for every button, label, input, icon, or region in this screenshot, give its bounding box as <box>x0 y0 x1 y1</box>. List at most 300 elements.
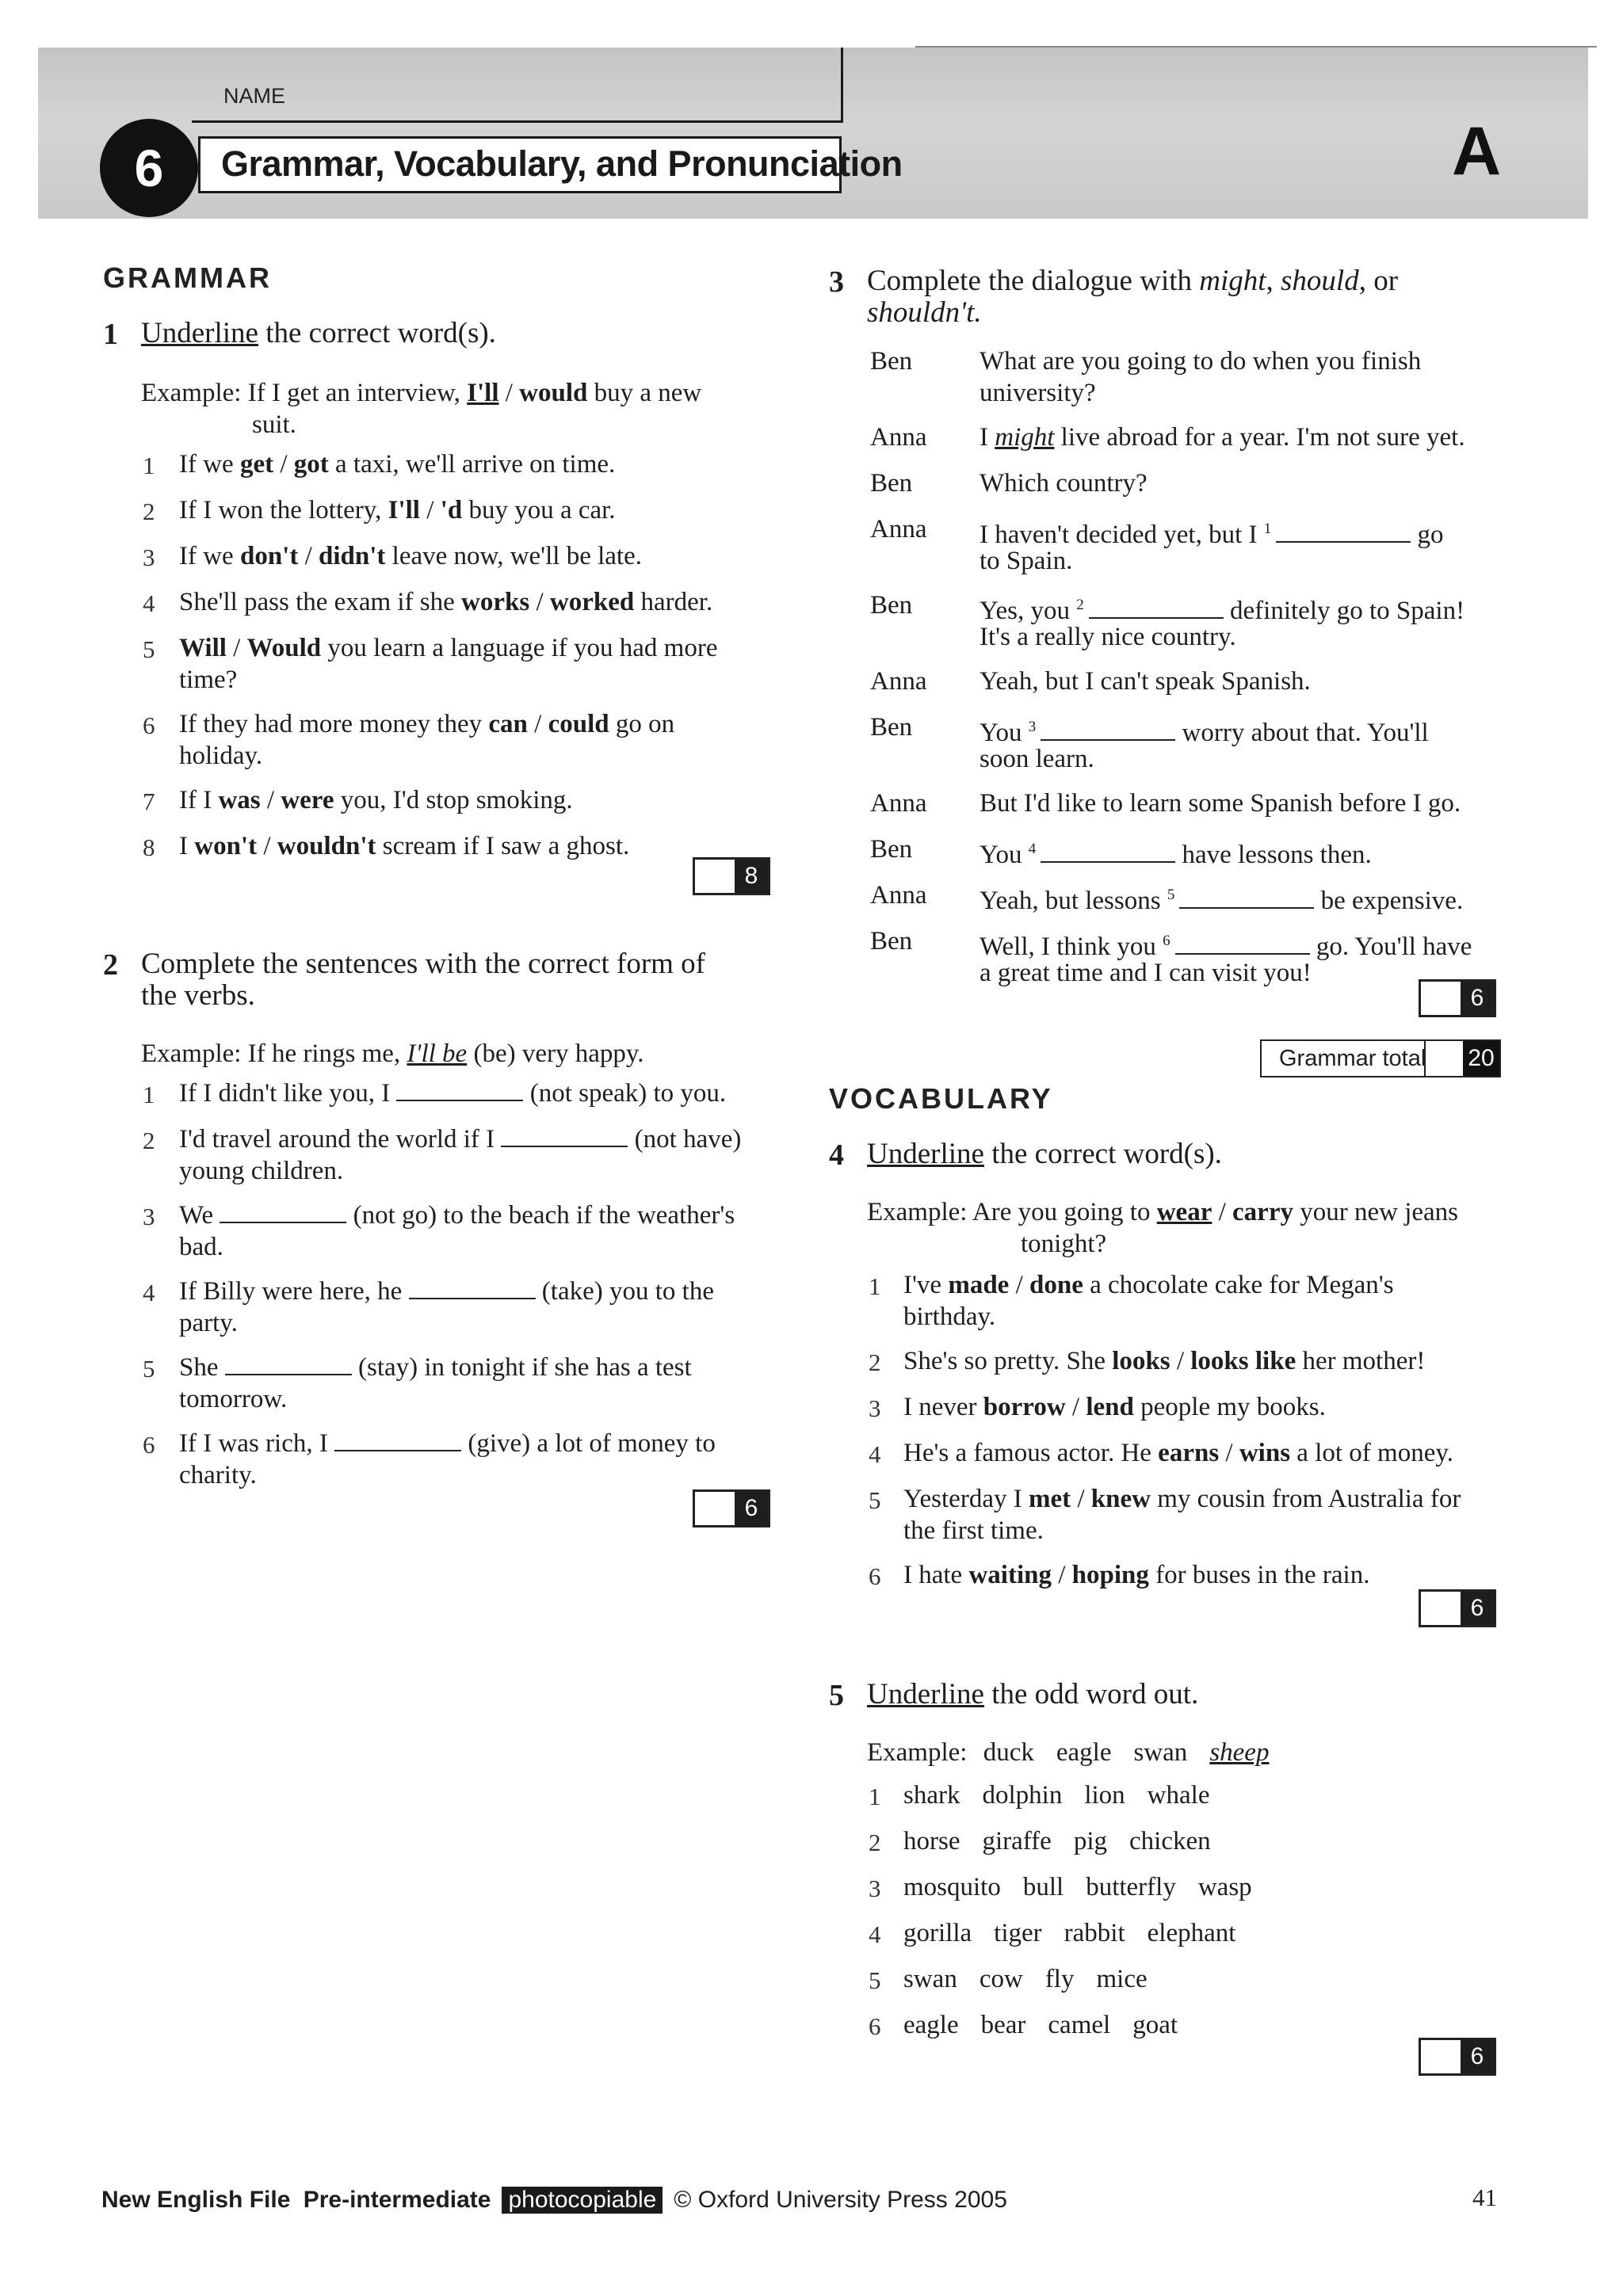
item-number: 8 <box>143 833 155 861</box>
list-item <box>179 708 674 740</box>
item-number: 5 <box>869 1966 881 1994</box>
speaker-name: Anna <box>870 423 927 452</box>
item-text-end: a lot of money. <box>1290 1439 1453 1467</box>
option-separator: / <box>1071 1485 1091 1513</box>
footer <box>101 2187 1007 2214</box>
word-option[interactable]: swan <box>903 1965 957 1993</box>
example-option: carry <box>1232 1198 1293 1226</box>
dialogue-continuation: to Spain. <box>980 547 1073 575</box>
dialogue-continuation: It's a really nice country. <box>980 623 1236 651</box>
item-number: 1 <box>869 1272 881 1300</box>
option-b[interactable]: didn't <box>319 542 386 570</box>
list-item <box>903 1269 1394 1301</box>
list-item <box>903 1437 1453 1469</box>
item-text-end: buy you a car. <box>462 496 616 524</box>
example-answer: sheep <box>1209 1738 1270 1767</box>
option-separator: / <box>1170 1347 1191 1375</box>
item-text-end: a taxi, we'll arrive on time. <box>328 450 616 479</box>
option-b[interactable]: done <box>1029 1271 1083 1299</box>
gap-number: 4 <box>1028 841 1037 857</box>
item-number: 4 <box>143 1279 155 1306</box>
item-text-end: you, I'd stop smoking. <box>334 786 573 814</box>
option-separator: / <box>498 379 520 407</box>
item-text-end: her mother! <box>1296 1347 1426 1375</box>
list-item <box>179 784 573 816</box>
item-number: 3 <box>143 543 155 571</box>
item-continuation: young children. <box>179 1157 344 1185</box>
list-item <box>903 1345 1425 1377</box>
option-a[interactable]: Will <box>179 634 227 662</box>
option-separator: / <box>419 496 441 524</box>
item-text-end: (not go) to the beach if the weather's <box>346 1201 735 1230</box>
speaker-name: Anna <box>870 881 927 910</box>
word-option[interactable]: giraffe <box>982 1827 1052 1855</box>
item-text-end: scream if I saw a ghost. <box>376 832 630 860</box>
instruction-underlined-word: Underline <box>867 1138 984 1170</box>
dialogue-text: Which country? <box>980 469 1148 498</box>
item-text: If I won the lottery, <box>179 496 388 524</box>
option-separator: / <box>1065 1393 1086 1421</box>
option-a[interactable]: made <box>948 1271 1010 1299</box>
score-value: 8 <box>735 860 768 893</box>
instruction-text: the odd word out. <box>983 1678 1199 1711</box>
example-text-end: buy a new <box>587 379 702 407</box>
option-a[interactable]: borrow <box>983 1393 1066 1421</box>
example-label: Example: <box>867 1198 968 1226</box>
item-number: 3 <box>143 1203 155 1230</box>
example-answer: wear <box>1156 1198 1212 1226</box>
question-number: 3 <box>829 265 844 299</box>
option-a[interactable]: met <box>1028 1485 1071 1513</box>
item-number: 5 <box>143 635 155 663</box>
item-text-end: (take) you to the <box>535 1277 714 1306</box>
item-continuation: bad. <box>179 1233 223 1261</box>
example-text: Are you going to <box>972 1198 1157 1226</box>
word-row <box>903 1917 1258 1949</box>
speaker-name: Ben <box>870 835 913 864</box>
question-number: 5 <box>829 1679 844 1712</box>
word-option[interactable]: chicken <box>1129 1827 1211 1855</box>
test-version: A <box>1452 113 1502 189</box>
name-field[interactable] <box>192 48 843 123</box>
dialogue-text: I <box>980 423 995 452</box>
answer-blank[interactable] <box>1041 839 1175 863</box>
dialogue-line <box>980 345 1421 377</box>
option-a[interactable]: looks <box>1112 1347 1170 1375</box>
answer-blank[interactable] <box>396 1077 523 1101</box>
word-option[interactable]: lion <box>1084 1781 1125 1810</box>
grammar-total-value: 20 <box>1463 1041 1499 1076</box>
grammar-total-box <box>1260 1039 1501 1077</box>
grammar-total-score-field[interactable] <box>1424 1041 1464 1076</box>
score-box-q5 <box>1419 2038 1496 2076</box>
item-number: 1 <box>869 1783 881 1810</box>
dialogue-text: Yeah, but I can't speak Spanish. <box>980 667 1311 696</box>
item-text: If we <box>179 450 240 479</box>
item-continuation: holiday. <box>179 742 263 770</box>
item-text: Yesterday I <box>903 1485 1029 1513</box>
score-box-q3 <box>1419 979 1496 1017</box>
item-text: I never <box>903 1393 983 1421</box>
example-label: Example: <box>867 1738 968 1767</box>
item-continuation: charity. <box>179 1461 257 1489</box>
question-number: 2 <box>103 948 118 982</box>
dialogue-text: live abroad for a year. I'm not sure yet. <box>1054 423 1465 452</box>
list-item <box>179 1123 741 1155</box>
item-text: She'll pass the exam if she <box>179 588 462 616</box>
item-continuation: the first time. <box>903 1516 1044 1545</box>
instruction-word: should <box>1281 265 1359 297</box>
word-option[interactable]: mice <box>1096 1965 1148 1993</box>
list-item <box>179 1199 735 1231</box>
page-title: Grammar, Vocabulary, and Pronunciation <box>221 143 903 184</box>
list-item <box>179 494 616 526</box>
answer-blank[interactable] <box>409 1276 536 1299</box>
answer-blank[interactable] <box>1179 885 1314 909</box>
item-continuation: birthday. <box>903 1302 996 1331</box>
dialogue-text-end: definitely go to Spain! <box>1223 597 1465 625</box>
dialogue-text-end: go. You'll have <box>1309 933 1472 961</box>
example-text-end: (be) very happy. <box>467 1039 644 1068</box>
word-row <box>903 2009 1200 2041</box>
example-sentence <box>141 377 701 409</box>
word-option[interactable]: bull <box>1022 1873 1064 1901</box>
list-item <box>179 1077 726 1109</box>
item-text-end: (stay) in tonight if she has a test <box>351 1353 692 1382</box>
instruction-comma: , <box>1266 265 1281 297</box>
item-number: 4 <box>869 1440 881 1468</box>
speaker-name: Anna <box>870 789 927 818</box>
option-separator: / <box>1009 1271 1030 1299</box>
item-text: She <box>179 1353 225 1382</box>
word-option[interactable]: gorilla <box>903 1919 972 1947</box>
word-option[interactable]: goat <box>1132 2011 1178 2039</box>
word-option[interactable]: butterfly <box>1086 1873 1176 1901</box>
word-option[interactable]: cow <box>979 1965 1023 1993</box>
dialogue-text-end: go <box>1411 521 1444 549</box>
item-text-end: people my books. <box>1133 1393 1326 1421</box>
speaker-name: Anna <box>870 667 927 696</box>
word-option[interactable]: fly <box>1044 1965 1075 1993</box>
example-word: swan <box>1133 1738 1188 1767</box>
dialogue-text: Yes, you <box>980 597 1077 625</box>
answer-blank[interactable] <box>501 1123 628 1147</box>
page-number: 41 <box>1472 2183 1497 2211</box>
example-continuation: suit. <box>252 410 296 439</box>
item-number: 2 <box>143 1127 155 1154</box>
word-option[interactable]: elephant <box>1147 1919 1236 1947</box>
item-text-end: (give) a lot of money to <box>461 1429 716 1458</box>
word-option[interactable]: pig <box>1073 1827 1107 1855</box>
example-continuation: tonight? <box>1021 1230 1107 1258</box>
item-number: 4 <box>143 589 155 617</box>
dialogue-continuation: university? <box>980 379 1096 407</box>
word-option[interactable]: rabbit <box>1064 1919 1125 1947</box>
score-value: 6 <box>1461 1592 1494 1625</box>
item-text: If they had more money they <box>179 710 489 738</box>
option-b[interactable]: looks like <box>1190 1347 1296 1375</box>
instruction-underlined-word: Underline <box>141 317 258 349</box>
item-text: We <box>179 1201 220 1230</box>
word-row <box>903 1825 1233 1857</box>
example-text: If I get an interview, <box>247 379 468 407</box>
dialogue-continuation: soon learn. <box>980 745 1094 773</box>
dialogue-text: You <box>980 719 1029 747</box>
question-instruction <box>867 1678 1198 1711</box>
speaker-name: Anna <box>870 515 927 543</box>
dialogue-line <box>980 421 1465 453</box>
instruction-underlined-word: Underline <box>867 1678 984 1711</box>
dialogue-line <box>980 879 1463 917</box>
example-sentence <box>141 1038 643 1070</box>
answer-blank[interactable] <box>220 1199 346 1223</box>
option-a[interactable]: was <box>218 786 261 814</box>
word-option[interactable]: tiger <box>994 1919 1042 1947</box>
list-item <box>903 1391 1326 1423</box>
word-option[interactable]: horse <box>903 1827 960 1855</box>
item-text: If I didn't like you, I <box>179 1079 397 1108</box>
option-b[interactable]: 'd <box>440 496 463 524</box>
list-item <box>179 830 629 862</box>
example-option: would <box>519 379 588 407</box>
option-separator: / <box>529 588 550 616</box>
instruction-text: the correct word(s). <box>258 317 496 349</box>
answer-blank[interactable] <box>1276 519 1411 543</box>
option-b[interactable]: could <box>548 710 609 738</box>
option-a[interactable]: earns <box>1158 1439 1220 1467</box>
score-value: 6 <box>735 1492 768 1525</box>
option-separator: / <box>260 786 281 814</box>
item-number: 2 <box>869 1348 881 1376</box>
grammar-total-label: Grammar total <box>1279 1046 1426 1071</box>
word-option[interactable]: wasp <box>1197 1873 1252 1901</box>
speaker-name: Ben <box>870 713 913 742</box>
list-item <box>179 1352 692 1383</box>
footer-level: Pre-intermediate <box>303 2187 491 2213</box>
dialogue-text-end: be expensive. <box>1314 887 1464 915</box>
item-text: I've <box>903 1271 949 1299</box>
item-number: 1 <box>143 452 155 479</box>
dialogue-text: Yeah, but lessons <box>980 887 1167 915</box>
item-number: 7 <box>143 788 155 815</box>
option-a[interactable]: I'll <box>388 496 420 524</box>
option-a[interactable]: waiting <box>968 1561 1052 1589</box>
header-top-rule <box>915 46 1597 48</box>
speaker-name: Ben <box>870 347 913 376</box>
example-answer: I'll be <box>407 1039 468 1068</box>
dialogue-text: You <box>980 841 1029 869</box>
speaker-name: Ben <box>870 927 913 955</box>
instruction-text: Complete the dialogue with <box>867 265 1200 297</box>
item-text: I <box>179 832 195 860</box>
item-number: 5 <box>869 1486 881 1514</box>
score-box-q1 <box>693 857 770 895</box>
option-b[interactable]: worked <box>549 588 635 616</box>
question-instruction <box>141 317 496 349</box>
item-text-end: (not have) <box>628 1125 742 1154</box>
question-instruction-cont: the verbs. <box>141 979 255 1012</box>
list-item <box>179 540 642 572</box>
word-option[interactable]: camel <box>1048 2011 1111 2039</box>
photocopiable-badge: photocopiable <box>502 2187 663 2214</box>
speaker-name: Ben <box>870 591 913 620</box>
option-a[interactable]: works <box>461 588 530 616</box>
item-number: 6 <box>869 2012 881 2040</box>
item-text-end: a chocolate cake for Megan's <box>1083 1271 1394 1299</box>
option-a[interactable]: get <box>239 450 274 479</box>
gap-number: 2 <box>1076 597 1084 613</box>
example-label: Example: <box>141 379 242 407</box>
item-text-end: go on <box>609 710 675 738</box>
example-word-row <box>867 1737 1269 1768</box>
example-answer: might <box>995 423 1055 452</box>
option-b[interactable]: were <box>281 786 334 814</box>
item-text: She's so pretty. She <box>903 1347 1113 1375</box>
item-number: 3 <box>869 1875 881 1902</box>
name-label: NAME <box>223 84 286 108</box>
option-a[interactable]: can <box>488 710 528 738</box>
section-title-grammar: GRAMMAR <box>103 261 272 294</box>
question-instruction <box>867 1138 1222 1170</box>
item-text: If I <box>179 786 219 814</box>
score-value: 6 <box>1461 2040 1494 2073</box>
option-separator: / <box>226 634 247 662</box>
item-text-end: for buses in the rain. <box>1148 1561 1370 1589</box>
item-text: I hate <box>903 1561 969 1589</box>
footer-copyright: © Oxford University Press 2005 <box>674 2187 1007 2213</box>
list-item <box>179 1276 714 1307</box>
gap-number: 1 <box>1263 521 1272 537</box>
section-title-vocabulary: VOCABULARY <box>829 1082 1053 1115</box>
item-text-end: my cousin from Australia for <box>1150 1485 1461 1513</box>
option-a[interactable]: won't <box>194 832 258 860</box>
example-text: If he rings me, <box>247 1039 407 1068</box>
dialogue-line <box>980 833 1372 871</box>
item-continuation: time? <box>179 666 238 694</box>
dialogue-text-end: worry about that. You'll <box>1175 719 1429 747</box>
dialogue-text-end: have lessons then. <box>1175 841 1372 869</box>
word-option[interactable]: shark <box>903 1781 960 1810</box>
dialogue-line <box>980 788 1461 819</box>
option-b[interactable]: Would <box>246 634 322 662</box>
dialogue-text: What are you going to do when you finish <box>980 347 1422 376</box>
answer-blank[interactable] <box>225 1352 352 1375</box>
option-separator: / <box>257 832 277 860</box>
dialogue-continuation: a great time and I can visit you! <box>980 959 1312 987</box>
answer-blank[interactable] <box>1089 595 1224 619</box>
word-option[interactable]: bear <box>980 2011 1026 2039</box>
answer-blank[interactable] <box>1175 931 1310 955</box>
item-number: 3 <box>869 1394 881 1422</box>
item-continuation: party. <box>179 1309 238 1337</box>
item-number: 2 <box>869 1829 881 1856</box>
item-number: 4 <box>869 1920 881 1948</box>
score-box-q4 <box>1419 1589 1496 1627</box>
answer-blank[interactable] <box>334 1428 461 1451</box>
question-instruction: Complete the sentences with the correct form of <box>141 948 705 980</box>
word-option[interactable]: mosquito <box>903 1873 1001 1901</box>
title-box <box>198 136 903 193</box>
score-box-q2 <box>693 1489 770 1527</box>
option-b[interactable]: lend <box>1086 1393 1134 1421</box>
item-number: 6 <box>143 1431 155 1459</box>
item-text: I'd travel around the world if I <box>179 1125 502 1154</box>
word-option[interactable]: dolphin <box>982 1781 1063 1810</box>
word-row <box>903 1779 1232 1811</box>
footer-book-title: New English File <box>101 2187 291 2213</box>
instruction-word: might <box>1199 265 1266 297</box>
item-text-end: you learn a language if you had more <box>321 634 718 662</box>
example-word: duck <box>983 1738 1034 1767</box>
dialogue-line <box>980 467 1148 499</box>
question-instruction <box>867 265 1398 297</box>
score-value: 6 <box>1461 982 1494 1015</box>
option-b[interactable]: wins <box>1239 1439 1291 1467</box>
word-row <box>903 1871 1274 1903</box>
item-text: If we <box>179 542 240 570</box>
speaker-name: Ben <box>870 469 913 498</box>
instruction-word: shouldn't. <box>867 296 982 329</box>
word-option[interactable]: whale <box>1147 1781 1210 1810</box>
example-text-end: your new jeans <box>1293 1198 1459 1226</box>
item-number: 5 <box>143 1355 155 1383</box>
option-b[interactable]: got <box>293 450 329 479</box>
item-number: 6 <box>869 1562 881 1590</box>
list-item <box>903 1559 1369 1591</box>
list-item <box>179 1428 716 1459</box>
word-option[interactable]: eagle <box>903 2011 959 2039</box>
gap-number: 6 <box>1163 933 1170 949</box>
list-item <box>179 448 615 480</box>
instruction-text: , or <box>1358 265 1399 297</box>
item-text-end: (not speak) to you. <box>523 1079 727 1108</box>
item-number: 6 <box>143 711 155 739</box>
option-separator: / <box>273 450 294 479</box>
list-item <box>179 632 717 664</box>
gap-number: 3 <box>1028 719 1037 735</box>
list-item <box>903 1483 1461 1515</box>
option-b[interactable]: hoping <box>1071 1561 1149 1589</box>
item-continuation: tomorrow. <box>179 1385 288 1413</box>
example-answer: I'll <box>467 379 499 407</box>
dialogue-text: But I'd like to learn some Spanish before I go. <box>980 789 1461 818</box>
option-separator: / <box>527 710 548 738</box>
word-row <box>903 1963 1170 1995</box>
item-text-end: harder. <box>634 588 713 616</box>
option-separator: / <box>1219 1439 1239 1467</box>
list-item <box>179 586 712 618</box>
item-text: He's a famous actor. He <box>903 1439 1159 1467</box>
option-separator: / <box>1051 1561 1072 1589</box>
item-number: 2 <box>143 498 155 525</box>
question-instruction-cont <box>867 296 982 329</box>
option-b[interactable]: wouldn't <box>277 832 376 860</box>
question-number: 1 <box>103 318 118 351</box>
gap-number: 5 <box>1167 887 1175 903</box>
dialogue-text: I haven't decided yet, but I <box>980 521 1264 549</box>
answer-blank[interactable] <box>1041 717 1175 741</box>
option-b[interactable]: knew <box>1090 1485 1151 1513</box>
dialogue-text: Well, I think you <box>980 933 1163 961</box>
example-sentence: Example: Are you going to wear / carry your new jeans <box>867 1198 1459 1226</box>
example-label: Example: <box>141 1039 242 1068</box>
item-text: If I was rich, I <box>179 1429 335 1458</box>
option-separator: / <box>298 542 319 570</box>
item-text-end: leave now, we'll be late. <box>385 542 642 570</box>
dialogue-line <box>980 666 1311 697</box>
option-a[interactable]: don't <box>239 542 299 570</box>
instruction-text: the correct word(s). <box>983 1138 1222 1170</box>
